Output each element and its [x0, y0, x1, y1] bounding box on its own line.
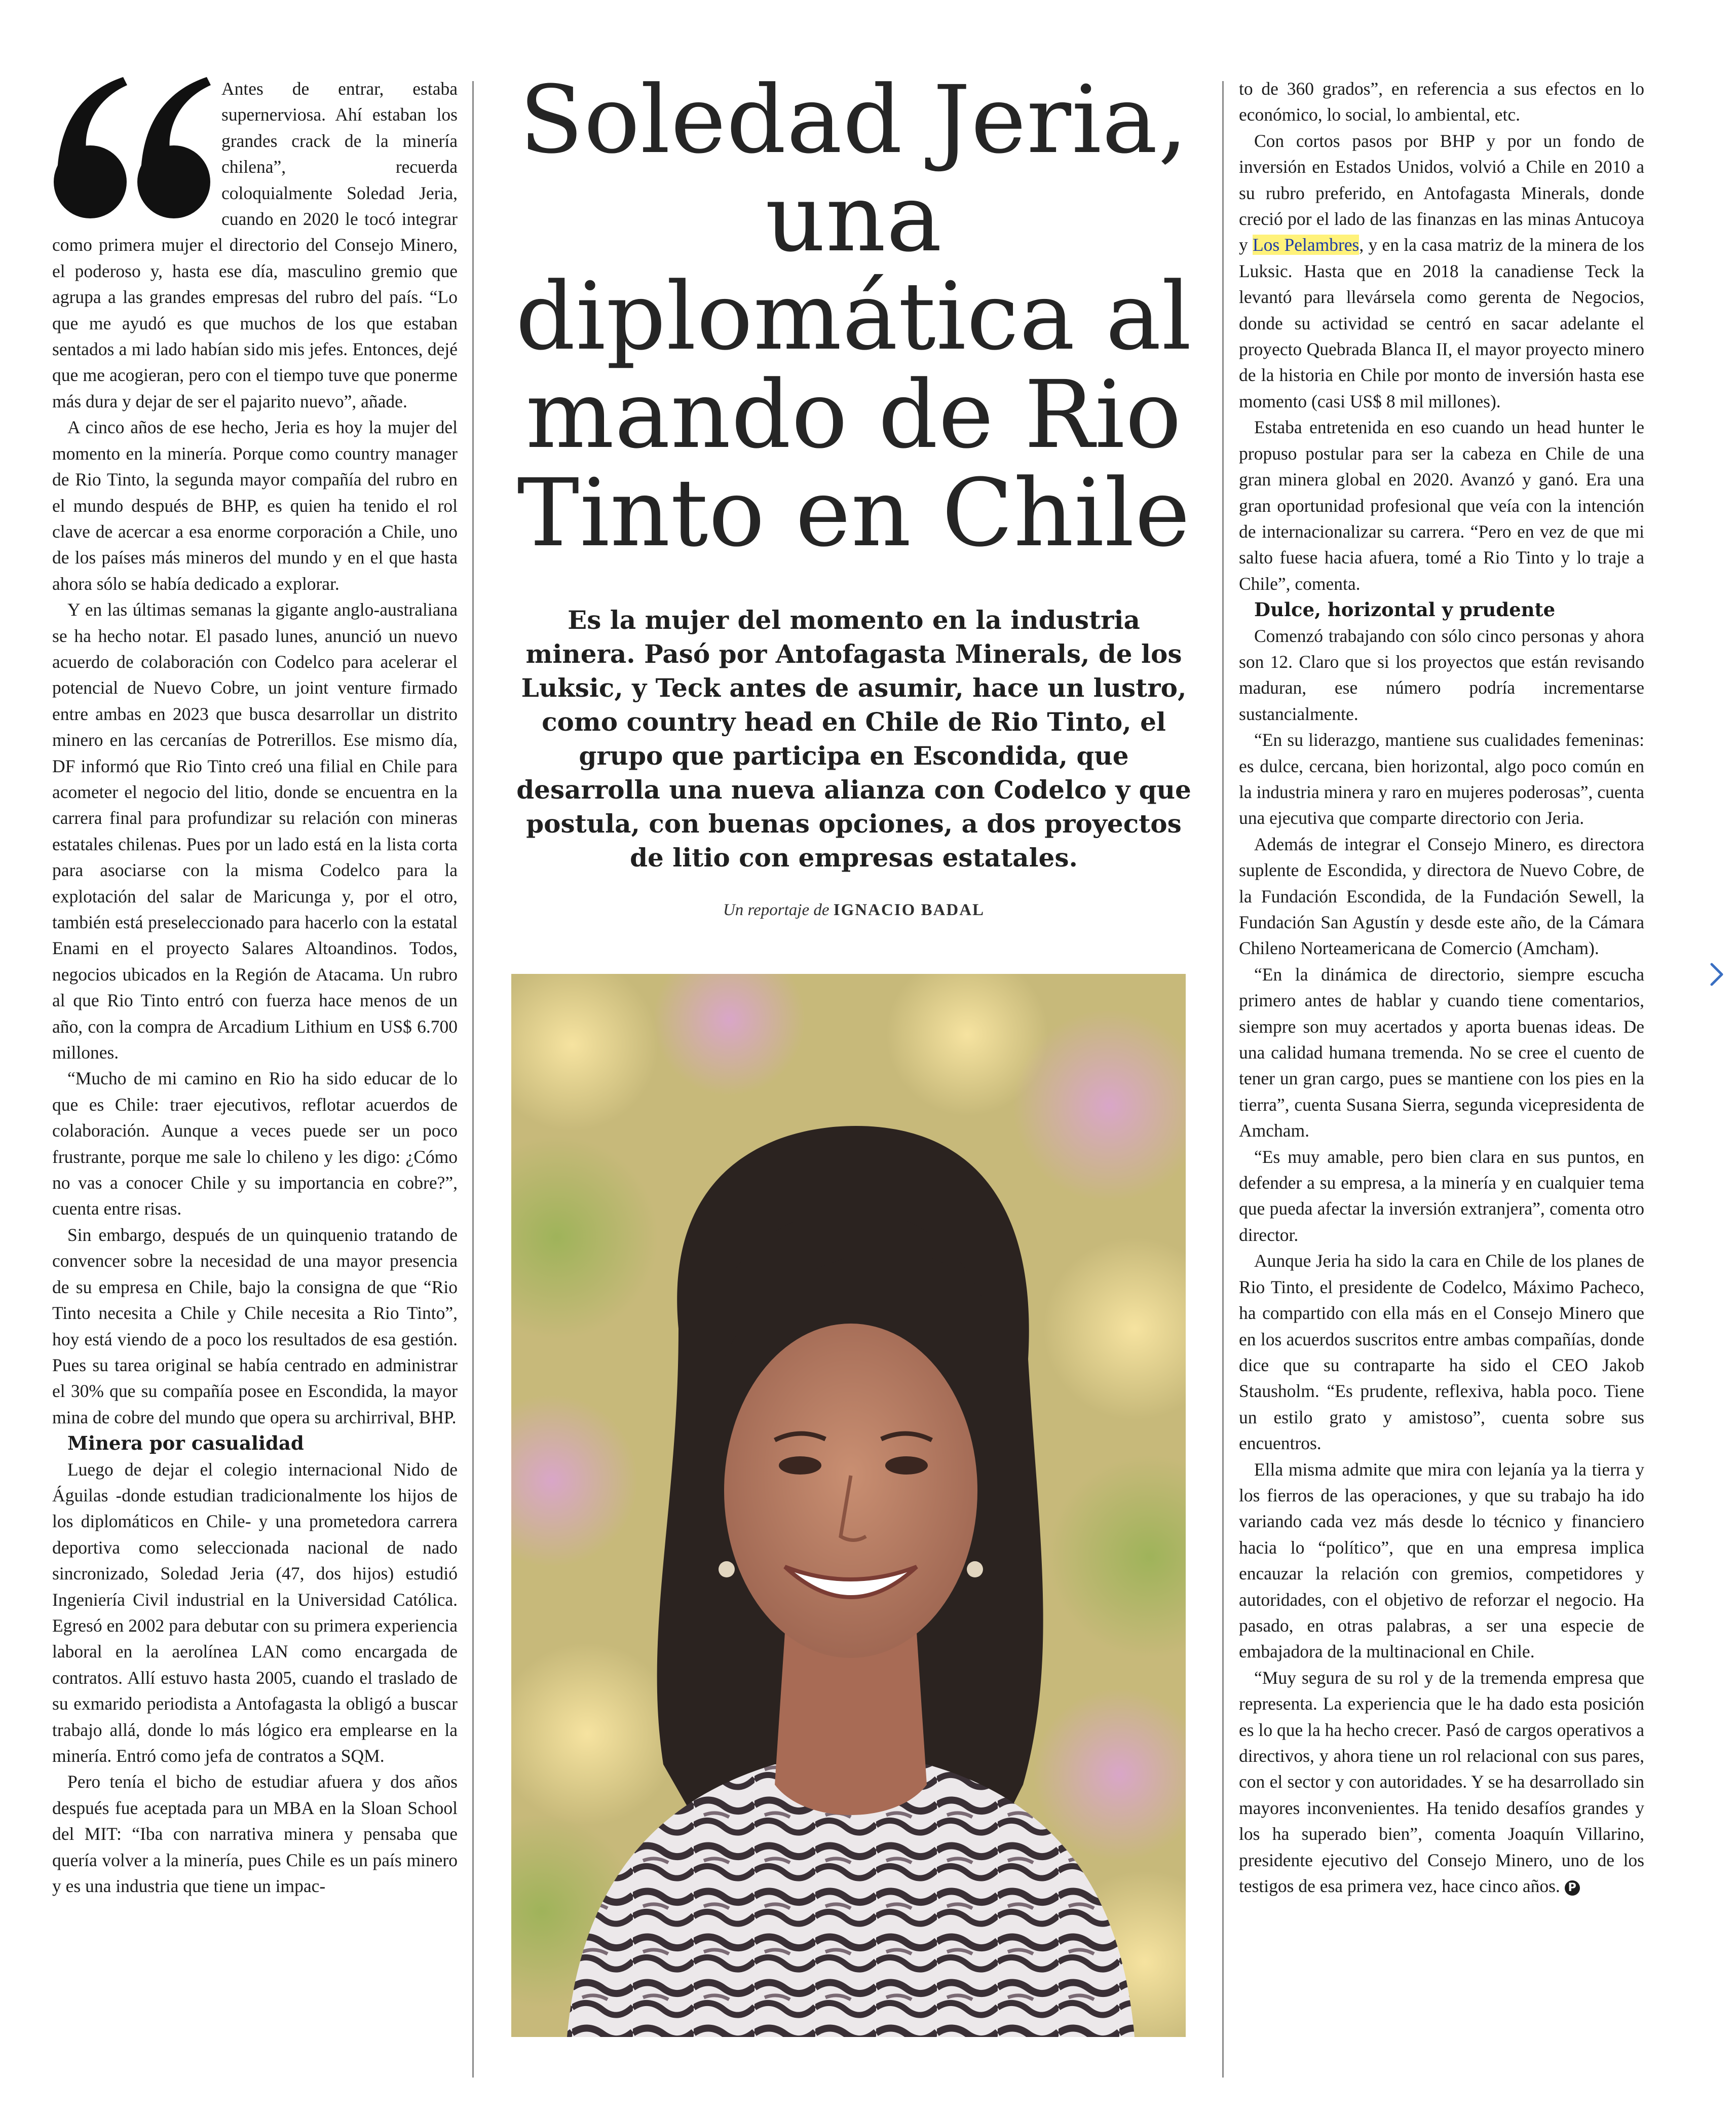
right-paragraph-6: Además de integrar el Consejo Minero, es directora suplente de Escondida, y directora de Nuevo Cobre, de la Fundación Escondida, de la Fundación Sewell, la Fundación San Agustín y desde este año, de la Cámara Chileno Norteamericana de Comercio (Amcham). — [1239, 834, 1644, 959]
subhead-dulce-horizontal-prudente: Dulce, horizontal y prudente — [1254, 598, 1556, 621]
left-paragraph-7: Pero tenía el bicho de estudiar afuera y dos años después fue aceptada para un MBA en la Sloan School del MIT: “Iba con narrativa minera y pensaba que quería volver a la minería, pues Chile es un país minero y es una industria que tiene un impac- — [52, 1771, 458, 1897]
headline-block — [502, 66, 1206, 920]
portrait-photo — [511, 974, 1186, 2037]
column-divider-right — [1222, 81, 1224, 2078]
left-paragraph-1: Antes de entrar, estaba supernerviosa. Ahí estaban los grandes crack de la minería chilena”, recuerda coloquialmente Soledad Jeria, cuando en 2020 le tocó integrar como primera mujer el directorio del Consejo Minero, el poderoso y, hasta ese día, masculino gremio que agrupa a las grandes empresas del rubro del país. “Lo que me ayudó es que muchos de los que estaban sentados a mi lado habían sido mis jefes. Entonces, dejé que me acogieran, pero con el tiempo tuve que ponerme más dura y dejar de ser el pajarito nuevo”, añade. — [52, 79, 458, 411]
los-pelambres-link[interactable]: Los Pelambres — [1253, 235, 1360, 255]
column-divider-left — [472, 81, 474, 2078]
left-paragraph-4: “Mucho de mi camino en Rio ha sido educar de lo que es Chile: traer ejecutivos, reflotar acuerdos de colaboración. Aunque a veces puede ser un poco frustrante, porque me sale lo chileno y les digo: ¿Cómo no vas a conocer Chile y su importancia en cobre?”, cuenta entre risas. — [52, 1068, 458, 1219]
left-column — [52, 76, 458, 1899]
right-paragraph-3: Estaba entretenida en eso cuando un head hunter le propuso postular para ser la cabeza en Chile de una gran minera global en 2020. Avanzó y ganó. Era una gran oportunidad profesional que veía con la intención de internacionalizar su carrera. “Pero en vez de que mi salto fuese hacia afuera, tomé a Rio Tinto y lo traje a Chile”, comenta. — [1239, 417, 1644, 594]
open-quote-icon — [52, 73, 214, 222]
right-paragraph-8: “Es muy amable, pero bien clara en sus puntos, en defender a su empresa, a la minería y en cualquier tema que pueda afectar la inversión extranjera”, comenta otro director. — [1239, 1146, 1644, 1245]
right-paragraph-1: to de 360 grados”, en referencia a sus efectos en lo económico, lo social, lo ambiental, etc. — [1239, 79, 1644, 125]
next-page-button[interactable] — [1708, 960, 1726, 989]
right-paragraph-9: Aunque Jeria ha sido la cara en Chile de los planes de Rio Tinto, el presidente de Codelco, Máximo Pacheco, ha compartido con ella más en el Consejo Minero que en los acuerdos suscritos entre ambas compañías, donde dice que su contraparte ha sido el CEO Jakob Stausholm. “Es prudente, reflexiva, habla poco. Tiene un estilo grato y amistoso”, cuenta sobre sus encuentros. — [1239, 1251, 1644, 1454]
chevron-right-icon — [1708, 960, 1726, 989]
right-column — [1239, 76, 1644, 1899]
right-paragraph-2 — [1239, 128, 1644, 414]
right-paragraph-2a: Con cortos pasos por BHP y por un fondo de inversión en Estados Unidos, volvió a Chile en 2010 a su rubro preferido, en Antofagasta Minerals, donde creció por el lado de las finanzas en las minas Antucoya y — [1239, 130, 1644, 255]
right-paragraph-4: Comenzó trabajando con sólo cinco personas y ahora son 12. Claro que si los proyectos que están revisando maduran, ese número podría incrementarse sustancialmente. — [1239, 625, 1644, 724]
end-of-article-icon: P — [1565, 1880, 1580, 1896]
byline-prefix: Un reportaje de — [723, 901, 829, 919]
dek: Es la mujer del momento en la industria minera. Pasó por Antofagasta Minerals, de los Luksic, y Teck antes de asumir, hace un lustro, como country head en Chile de Rio Tinto, el grupo que participa en Escondida, que desarrolla una nueva alianza con Codelco y que postula, con buenas opciones, a dos proyectos de litio con empresas estatales. — [516, 605, 1191, 873]
right-paragraph-2b: , y en la casa matriz de la minera de los Luksic. Hasta que en 2018 la canadiense Teck la levantó para llevársela como gerenta de Negocios, donde su actividad se centró en sacar adelante el proyecto Quebrada Blanca II, el mayor proyecto minero de la historia en Chile por monto de inversión hasta ese momento (casi US$ 8 mil millones). — [1239, 235, 1644, 411]
left-paragraph-5: Sin embargo, después de un quinquenio tratando de convencer sobre la necesidad de una mayor presencia de su empresa en Chile, bajo la consigna de que “Rio Tinto necesita a Chile y Chile necesita a Rio Tinto”, hoy está viendo de a poco los resultados de esa gestión. Pues su tarea original se había centrado en administrar el 30% que su compañía posee en Escondida, la mayor mina de cobre del mundo que opera su archirrival, BHP. — [52, 1224, 458, 1427]
subhead-minera-por-casualidad: Minera por casualidad — [67, 1432, 304, 1455]
byline — [502, 901, 1206, 920]
right-paragraph-11-text: “Muy segura de su rol y de la tremenda empresa que representa. La experiencia que le ha dado esta posición es lo que la ha hecho crecer. Pasó de cargos operativos a directivos, y ahora tiene un rol relacional con sus pares, con el sector y con autoridades. Y se ha desarrollado sin mayores inconvenientes. Ha tenido desafíos grandes y los ha superado bien”, comenta Joaquín Villarino, presidente ejecutivo del Consejo Minero, uno de los testigos de esa primera vez, hace cinco años. — [1239, 1667, 1644, 1897]
right-paragraph-10: Ella misma admite que mira con lejanía ya la tierra y los fierros de las operaciones, y que su trabajo ha ido variando cada vez más desde lo técnico y financiero hacia lo “político”, que en una empresa implica encauzar la relación con gremios, competidores y autoridades, con el objetivo de reforzar el negocio. Ha pasado, en otras palabras, a ser una especie de embajadora de la multinacional en Chile. — [1239, 1459, 1644, 1662]
left-paragraph-6: Luego de dejar el colegio internacional Nido de Águilas -donde estudian tradicionalmente los hijos de los diplomáticos en Chile- y una prometedora carrera deportiva como seleccionada nacional de nado sincronizado, Soledad Jeria (47, dos hijos) estudió Ingeniería Civil industrial en la Universidad Católica. Egresó en 2002 para debutar con su primera experiencia laboral en la aerolínea LAN como encargada de contratos. Allí estuvo hasta 2005, cuando el traslado de su exmarido periodista a Antofagasta la obligó a buscar trabajo allá, donde lo más lógico era emplearse en la minería. Entró como jefa de contratos a SQM. — [52, 1459, 458, 1766]
left-paragraph-2: A cinco años de ese hecho, Jeria es hoy la mujer del momento en la minería. Porque como country manager de Rio Tinto, la segunda mayor compañía del rubro en el mundo después de BHP, es quien ha tenido el rol clave de acercar a esa enorme corporación a Chile, uno de los países más mineros del mundo y en el que hasta ahora sólo se había dedicado a explorar. — [52, 417, 458, 594]
left-paragraph-3: Y en las últimas semanas la gigante anglo-australiana se ha hecho notar. El pasado lunes, anunció un nuevo acuerdo de colaboración con Codelco para acelerar el potencial de Nuevo Cobre, un joint venture firmado entre ambas en 2023 que busca desarrollar un distrito minero en las cercanías de Potrerillos. Ese mismo día, DF informó que Rio Tinto creó una filial en Chile para acometer el negocio del litio, donde se encuentra en la carrera final para profundizar su relación con mineras estatales chilenas. Pues por un lado está en la lista corta para asociarse con la misma Codelco para la explotación del salar de Maricunga y, por el otro, también está preseleccionado para hacerlo con la estatal Enami en el proyecto Salares Altoandinos. Todos, negocios ubicados en la Región de Atacama. Un rubro al que Rio Tinto entró con fuerza hace menos de un año, con la compra de Arcadium Lithium en US$ 6.700 millones. — [52, 599, 458, 1063]
portrait-illustration — [511, 974, 1186, 2037]
right-paragraph-11 — [1239, 1665, 1644, 1900]
headline: Soledad Jeria, una diplomática al mando de Rio Tinto en Chile — [515, 66, 1192, 568]
right-paragraph-7: “En la dinámica de directorio, siempre escucha primero antes de hablar y cuando tiene comentarios, siempre son muy acertados y aporta buenas ideas. De una calidad humana tremenda. No se cree el cuento de tener un gran cargo, pues se mantiene con los pies en la tierra”, cuenta Susana Sierra, segunda vicepresidenta de Amcham. — [1239, 964, 1644, 1141]
byline-author: IGNACIO BADAL — [833, 901, 985, 919]
right-paragraph-5: “En su liderazgo, mantiene sus cualidades femeninas: es dulce, cercana, bien horizontal, algo poco común en la industria minera y raro en mujeres poderosas”, cuenta una ejecutiva que comparte directorio con Jeria. — [1239, 730, 1644, 828]
